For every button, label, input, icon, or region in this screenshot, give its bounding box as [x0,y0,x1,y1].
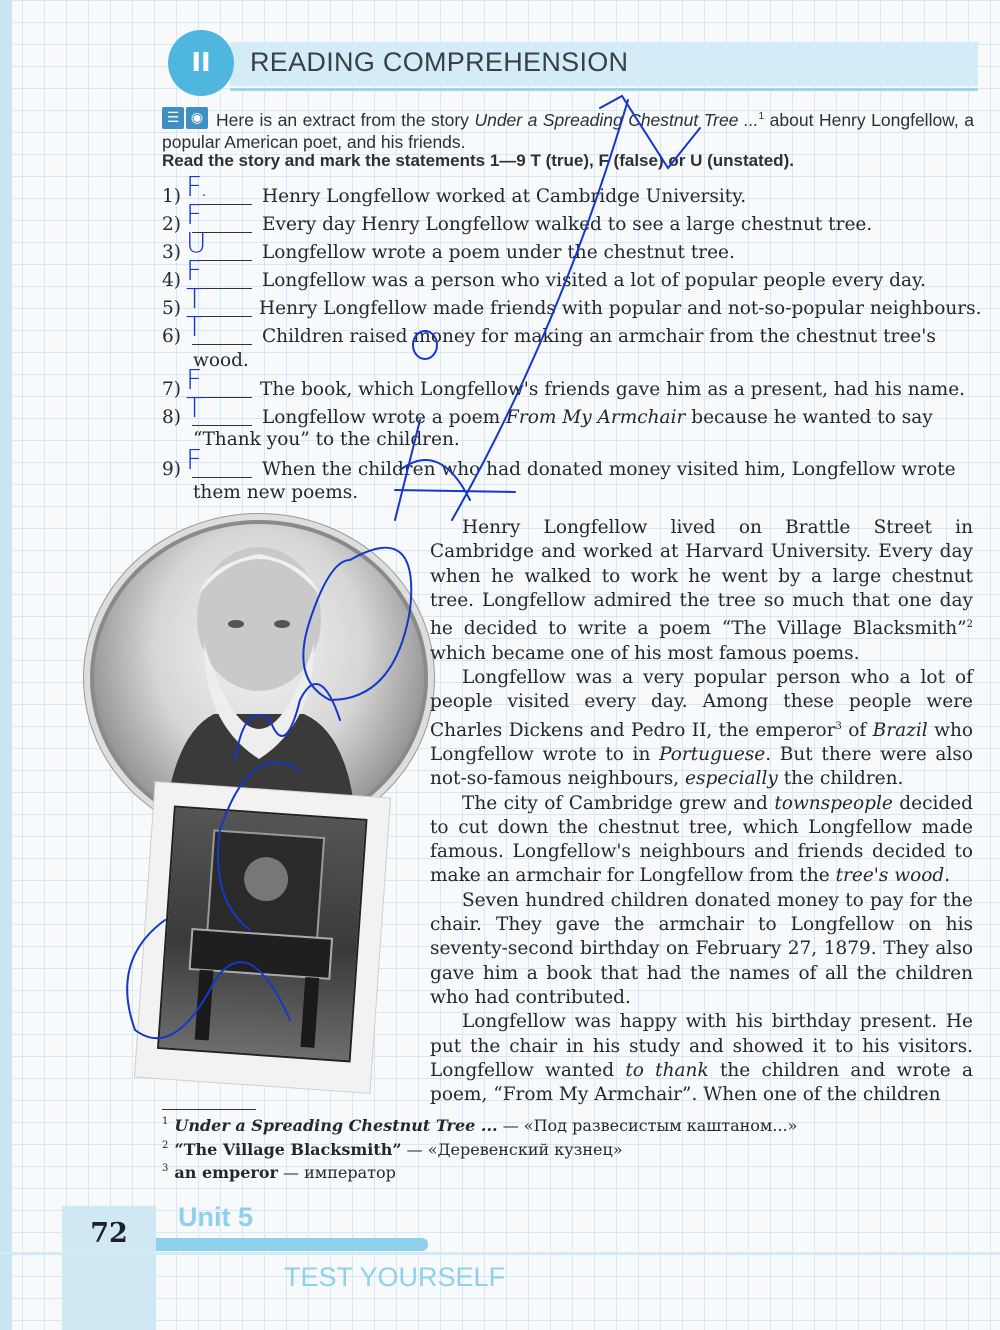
statement-number: 6) [162,326,181,347]
armchair-illustration [159,808,365,1061]
statement-text: Henry Longfellow worked at Cambridge University. [262,186,747,207]
story-p2-text: of [841,719,873,741]
section-numeral: II [191,48,211,78]
statement-number: 3) [162,242,181,263]
story-p5-text: Longfellow was happy with his birthday present. He put the chair in his study and showed it to his visitors. Longfellow wanted [430,1011,973,1081]
intro-before: Here is an extract from the story [216,109,469,130]
footnote-2 [162,1140,623,1159]
section-header-underline [230,88,978,91]
statement-text-before: Longfellow wrote a poem [262,407,507,428]
handwritten-answer: T [186,310,206,343]
statement-text: Longfellow was a person who visited a lot of popular people every day. [262,270,926,291]
unit-label: Unit 5 [178,1202,254,1232]
statement-number: 8) [162,407,181,428]
task-instruction: Read the story and mark the statements 1—9 T (true), F (false) or U (unstated). [162,151,794,170]
story-p2-text: . But there were also not-so-famous neighbours, [430,743,973,790]
handwritten-answer: F [186,254,205,287]
footnote-translation: — «Деревенский кузнец» [401,1140,623,1159]
armchair-photo [157,806,368,1063]
story-p3-italic: townspeople [774,792,893,814]
handwritten-answer: F [186,198,205,231]
handwritten-answer: F [186,443,205,476]
page-edge-strip [0,0,12,1330]
handwritten-answer: F. [186,170,211,203]
story-p2-text: the children. [777,768,904,790]
handwritten-answer: U [186,226,209,259]
statement-number: 4) [162,270,181,291]
portrait-illustration [94,524,424,832]
story-paragraph-5 [430,1010,973,1107]
statement-text: The book, which Longfellow's friends gave him as a present, had his name. [260,379,966,400]
section-label: TEST YOURSELF [284,1262,506,1292]
armchair-photo-card [135,782,390,1093]
story-p3-text: decided to cut down the chestnut tree, which Longfellow made famous. Longfellow's neighbours and friends decided to make an armchair for Longfellow from the [430,792,973,887]
story-p3-italic: tree's wood [835,865,945,887]
story-p2-text: Longfellow was a very popular person who a lot of people visited every day. Among these people were Charles Dickens and Pedro II, the emperor [430,666,973,741]
statement-text-after: because he wanted to say [685,407,933,428]
footnote-3 [162,1163,396,1182]
footnote-term: Under a Spreading Chestnut Tree ... [174,1116,498,1135]
statement-number: 5) [162,298,181,319]
handwritten-answer: T [186,391,206,424]
statement-9-continuation: them new poems. [193,482,359,503]
footnote-1 [162,1116,797,1135]
story-p3-text: The city of Cambridge grew and [462,792,775,814]
footnote-term: an emperor [174,1163,278,1182]
story-paragraph-3 [430,792,973,889]
story-p2-italic: Brazil [872,719,928,741]
story-p5-text: the children and wrote a poem, “From My Armchair”. When one of the children [430,1059,973,1106]
footnote-number: 2 [162,1140,169,1151]
story-paragraph-1 [430,516,973,666]
statement-text: Children raised money for making an armchair from the chestnut tree's [262,326,936,347]
statement-number: 2) [162,214,181,235]
statement-text: Longfellow wrote a poem under the chestnut tree. [262,242,735,263]
footer-accent-bar [156,1238,428,1251]
section-number-badge [168,30,234,96]
footnote-translation: — император [277,1163,396,1182]
section-title: READING COMPREHENSION [250,47,629,77]
footnote-translation: — «Под развесистым каштаном...» [497,1116,798,1135]
story-p1-text: Henry Longfellow lived on Brattle Street in Cambridge and worked at Harvard University. Every day when he walked to work he went by a large chestnut tree. Longfellow admired the tree so much that one day he decided to write a poem “The Village Blacksmith” [430,517,973,640]
page-number: 72 [90,1218,128,1249]
footnote-term: “The Village Blacksmith” [174,1140,402,1159]
footnote-ref-2: 2 [966,619,973,631]
statement-8-continuation: “Thank you” to the children. [193,429,460,450]
intro-footnote-ref: 1 [758,111,765,122]
footnote-ref-3: 3 [835,720,842,732]
statement-text: When the children who had donated money visited him, Longfellow wrote [262,459,956,480]
audio-icon: ◉ [186,107,208,129]
handwritten-answer: T [186,282,206,315]
story-p2-text: who Longfellow wrote to in [430,719,973,765]
story-p2-italic: especially [685,768,778,790]
statement-number: 7) [162,379,181,400]
footnote-number: 3 [162,1163,169,1174]
footnote-number: 1 [162,1116,169,1127]
statement-text: Henry Longfellow made friends with popular and not-so-popular neighbours. [259,298,982,319]
poem-title: From My Armchair [506,407,686,428]
book-icon: ☰ [162,107,184,129]
story-p5-italic: to thank [625,1059,709,1081]
intro-after: about Henry Longfellow, a popular American poet, and his friends. [162,109,974,152]
task-intro [162,106,974,153]
statement-text [262,405,933,430]
story-p3-text: . [944,865,951,887]
intro-story-title: Under a Spreading Chestnut Tree ... [474,109,759,130]
story-paragraph-4: Seven hundred children donated money to pay for the chair. They gave the armchair to Longfellow on his seventy-second birthday on February 27, 1879. They also gave him a book that had the names of all the children who had contributed. [430,889,973,1008]
statement-text: Every day Henry Longfellow walked to see a large chestnut tree. [262,214,873,235]
statement-number: 9) [162,459,181,480]
statement-number: 1) [162,186,181,207]
story-p2-italic: Portuguese [659,743,766,765]
footer-band [0,1252,1000,1254]
story-paragraph-2 [430,666,973,792]
story-text [430,516,973,1107]
story-p1-end: which became one of his most famous poems. [430,642,860,664]
handwritten-answer: F [186,363,205,396]
footnote-rule [162,1109,256,1110]
statement-6-continuation: wood. [193,350,249,371]
